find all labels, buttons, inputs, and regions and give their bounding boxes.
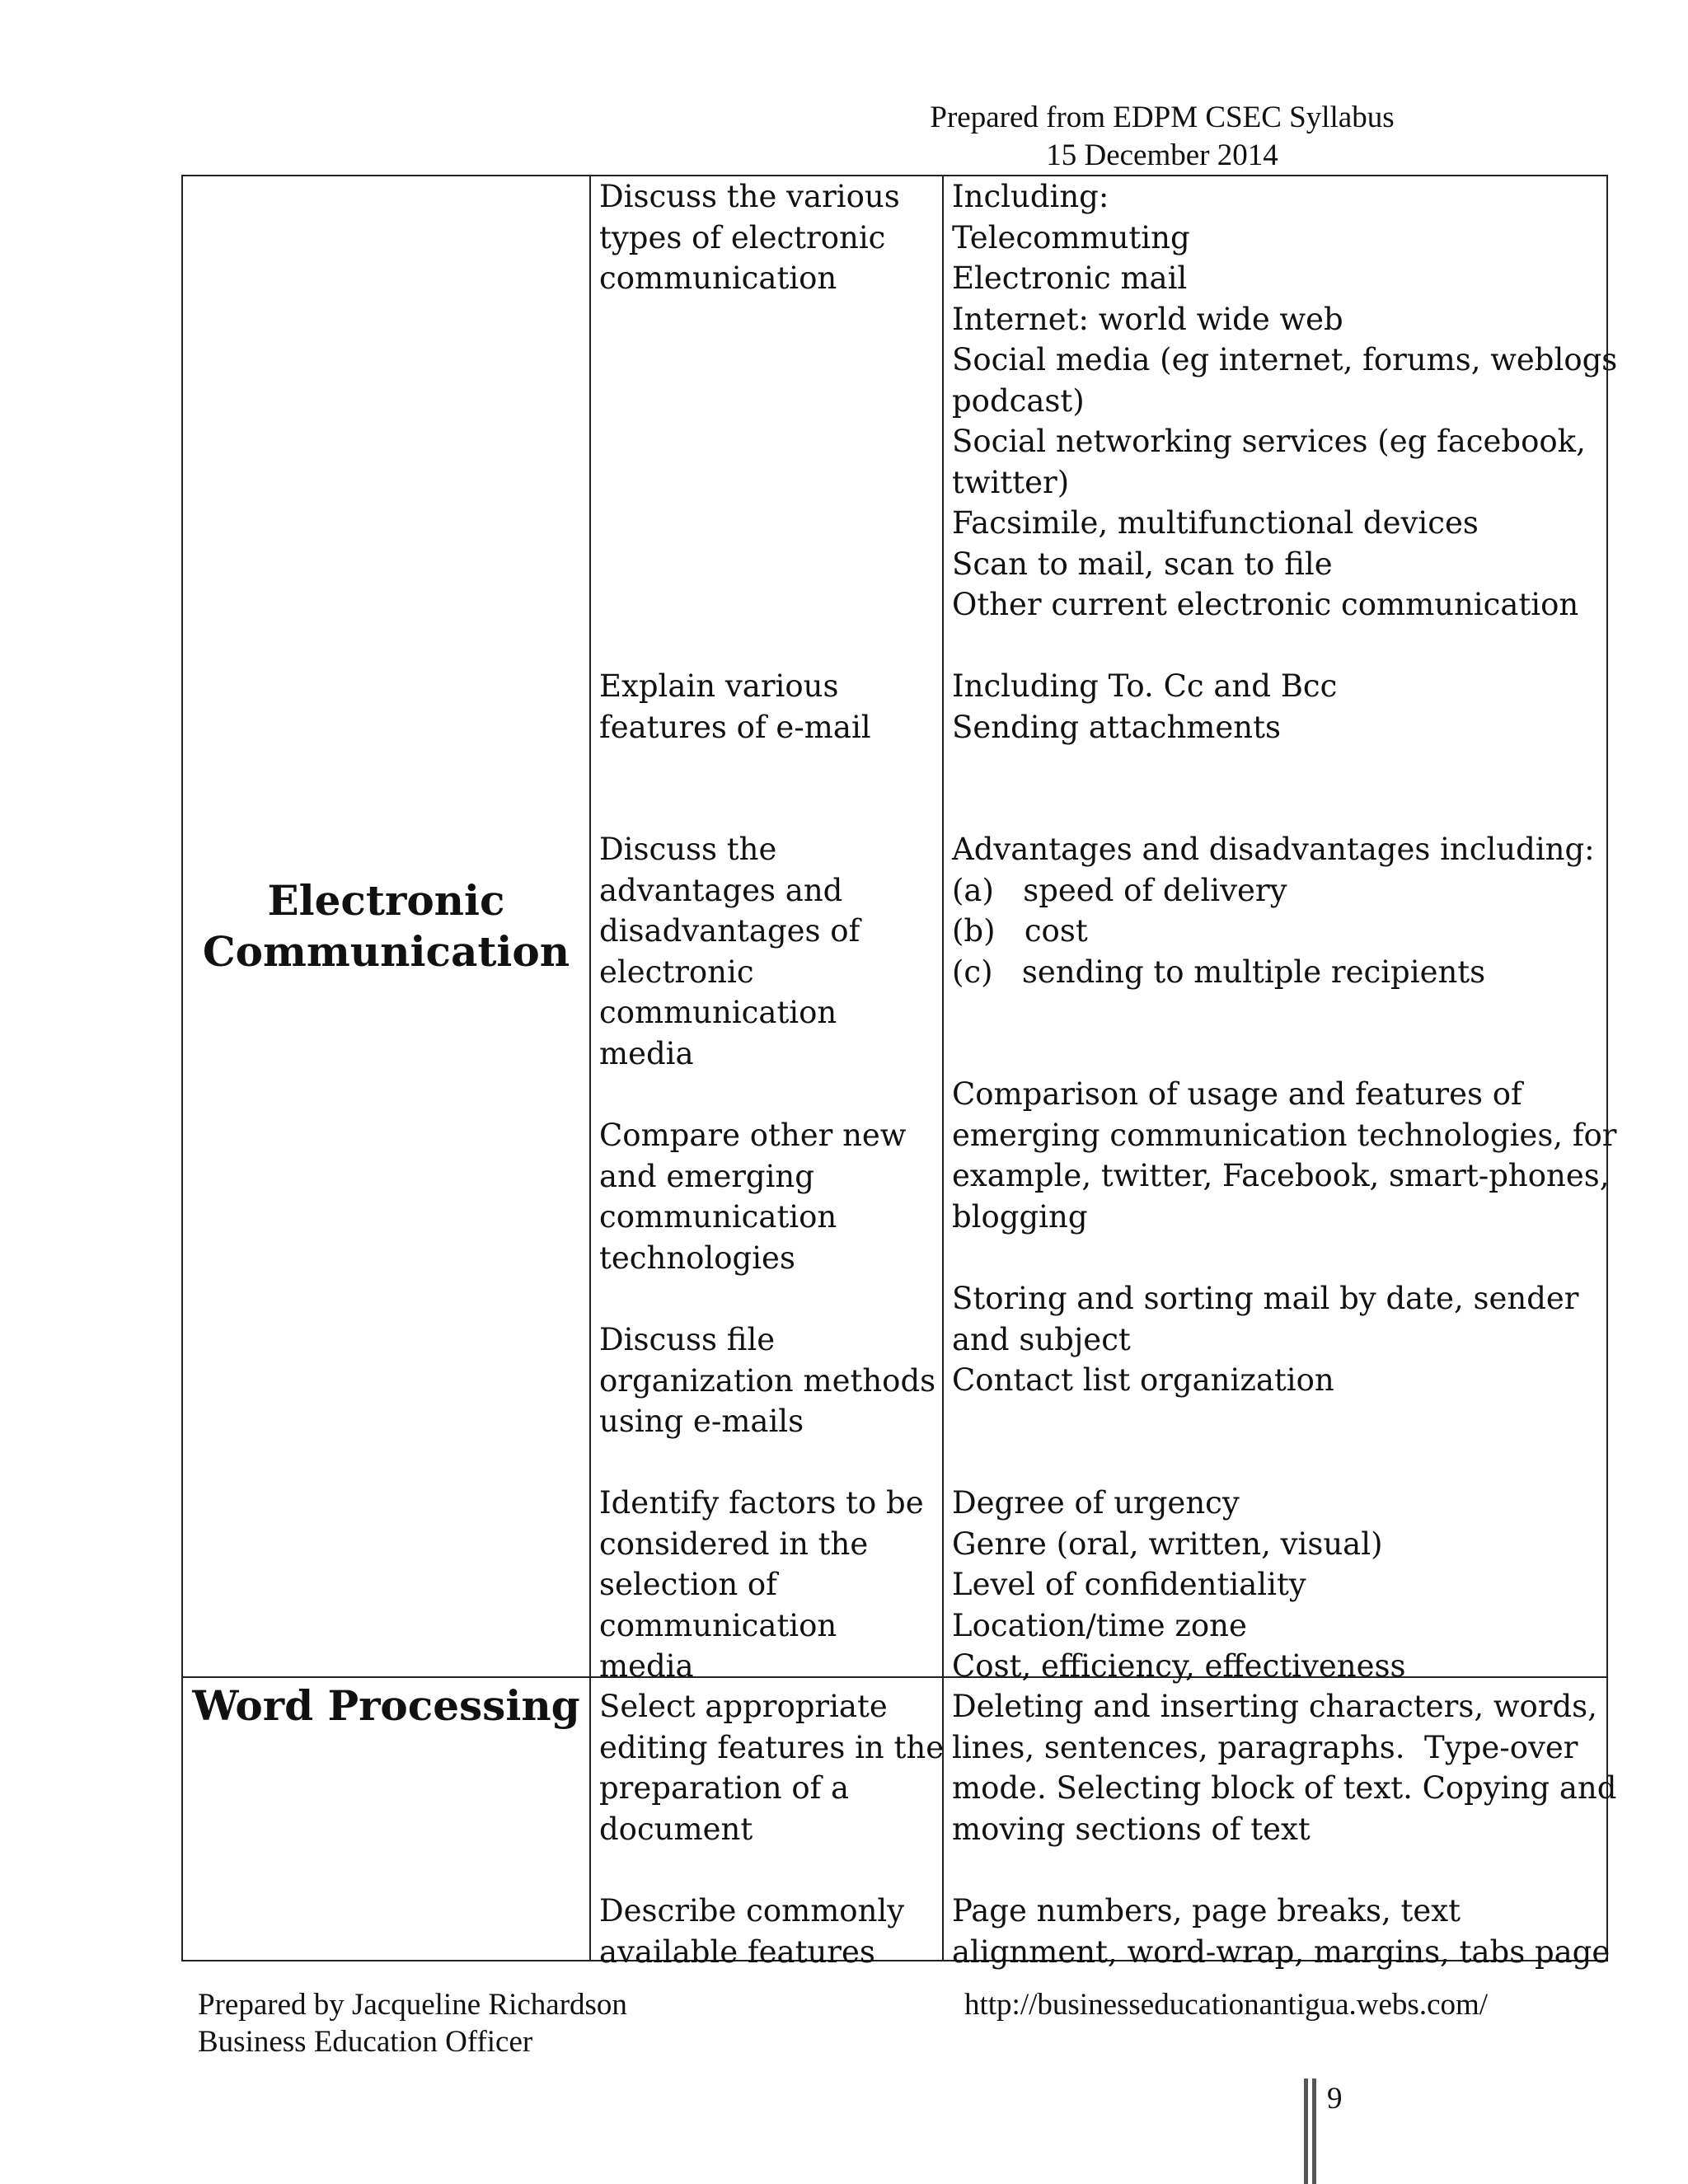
content-5 [952, 1278, 1579, 1401]
cell-line: moving sections of text [952, 1811, 1311, 1847]
cell-line: Contact list organization [952, 1362, 1334, 1398]
cell-line: Including: [952, 179, 1109, 214]
cell-line: considered in the [599, 1526, 869, 1562]
cell-line: Select appropriate [599, 1689, 888, 1724]
cell-line: twitter) [952, 464, 1070, 500]
header-date: 15 December 2014 [1046, 138, 1278, 172]
cell-line: advantages and [599, 872, 843, 908]
page-header [890, 99, 1434, 175]
cell-line: Facsimile, multifunctional devices [952, 505, 1479, 541]
cell-line: Internet: world wide web [952, 301, 1343, 337]
cell-line: communication [599, 995, 837, 1030]
cell-line: media [599, 1648, 694, 1684]
topic-line: Word Processing [192, 1681, 580, 1730]
cell-line: electronic [599, 954, 754, 990]
cell-line: preparation of a [599, 1770, 850, 1806]
objective-6 [599, 1483, 924, 1687]
cell-line: lines, sentences, paragraphs. Type-over [952, 1729, 1578, 1765]
syllabus-table [181, 175, 1618, 1970]
cell-line: Social media (eg internet, forums, weblogs [952, 342, 1618, 377]
cell-line: alignment, word-wrap, margins, tabs page [952, 1933, 1611, 1970]
cell-line: communication [599, 260, 837, 296]
cell-line: Discuss file [599, 1322, 776, 1357]
objective-7 [599, 1686, 944, 1849]
content-2 [952, 666, 1337, 748]
objective-3 [599, 829, 860, 1074]
cell-line: document [599, 1811, 753, 1847]
content-1 [952, 176, 1617, 626]
cell-line: using e-mails [599, 1404, 804, 1439]
cell-line: selection of [599, 1567, 777, 1602]
cell-line: Explain various [599, 668, 839, 704]
cell-line: and subject [952, 1321, 1131, 1357]
cell-line: Scan to mail, scan to file [952, 546, 1333, 582]
cell-line: Including To. Cc and Bcc [952, 668, 1338, 704]
cell-line: Cost, efficiency, effectiveness [952, 1648, 1406, 1684]
cell-line: communication [599, 1199, 837, 1235]
topic-electronic-communication [183, 875, 589, 977]
cell-line: features of e-mail [599, 709, 871, 745]
cell-line: (c) sending to multiple recipients [952, 954, 1486, 990]
content-7 [952, 1686, 1616, 1849]
cell-line: Genre (oral, written, visual) [952, 1526, 1383, 1562]
footer-role: Business Education Officer [198, 2025, 533, 2059]
objective-5 [599, 1319, 935, 1442]
footer-url[interactable]: http://businesseducationantigua.webs.com/ [964, 1988, 1489, 2022]
cell-line: example, twitter, Facebook, smart-phones, [952, 1158, 1610, 1193]
objective-1 [599, 176, 900, 299]
cell-line: Describe commonly [599, 1893, 905, 1929]
cell-line: Location/time zone [952, 1607, 1247, 1643]
cell-line: Compare other new [599, 1118, 907, 1153]
cell-line: Identify factors to be [599, 1485, 924, 1521]
column-divider [589, 176, 591, 1960]
cell-line: types of electronic [599, 219, 886, 255]
cell-line: Discuss the [599, 832, 777, 867]
cell-line: technologies [599, 1240, 795, 1276]
topic-word-processing [183, 1680, 589, 1732]
cell-line: Deleting and inserting characters, words, [952, 1689, 1597, 1724]
cell-line: Storing and sorting mail by date, sender [952, 1281, 1579, 1316]
cell-line: (b) cost [952, 913, 1088, 949]
topic-line: Electronic [267, 876, 505, 925]
objective-2 [599, 666, 871, 748]
cell-line: disadvantages of [599, 913, 860, 949]
cell-line: blogging [952, 1198, 1088, 1235]
cell-line: Advantages and disadvantages including: [952, 832, 1595, 867]
cell-line: emerging communication technologies, for [952, 1117, 1617, 1153]
cell-line: Degree of urgency [952, 1485, 1240, 1521]
footer-author: Prepared by Jacqueline Richardson [198, 1988, 627, 2022]
cell-line: Comparison of usage and features of [952, 1076, 1522, 1112]
cell-line: Page numbers, page breaks, text [952, 1893, 1461, 1929]
cell-line: Sending attachments [952, 709, 1281, 745]
cell-line: media [599, 1035, 694, 1071]
cell-line: Electronic mail [952, 260, 1188, 296]
cell-line: organization methods [599, 1362, 936, 1399]
content-3 [952, 829, 1595, 992]
cell-line: mode. Selecting block of text. Copying and [952, 1770, 1617, 1806]
cell-line: communication [599, 1607, 837, 1643]
cell-line: Telecommuting [952, 219, 1190, 255]
content-4 [952, 1074, 1616, 1237]
page-number: 9 [1327, 2082, 1343, 2116]
cell-line: Other current electronic communication [952, 587, 1579, 622]
content-8 [952, 1891, 1610, 1972]
cell-line: Level of confidentiality [952, 1567, 1306, 1602]
cell-line: available features [599, 1933, 875, 1970]
cell-line: podcast) [952, 382, 1085, 419]
footer-author-block [198, 1986, 627, 2060]
page-number-rule [1312, 2079, 1316, 2184]
cell-line: and emerging [599, 1158, 814, 1194]
content-6 [952, 1483, 1406, 1687]
objective-8 [599, 1891, 904, 1972]
header-title: Prepared from EDPM CSEC Syllabus [930, 101, 1395, 134]
objective-4 [599, 1115, 906, 1278]
page-number-rule [1304, 2079, 1308, 2184]
topic-line: Communication [202, 927, 570, 976]
cell-line: editing features in the [599, 1729, 945, 1765]
cell-line: Discuss the various [599, 179, 900, 214]
cell-line: Social networking services (eg facebook, [952, 424, 1586, 459]
cell-line: (a) speed of delivery [952, 872, 1287, 908]
